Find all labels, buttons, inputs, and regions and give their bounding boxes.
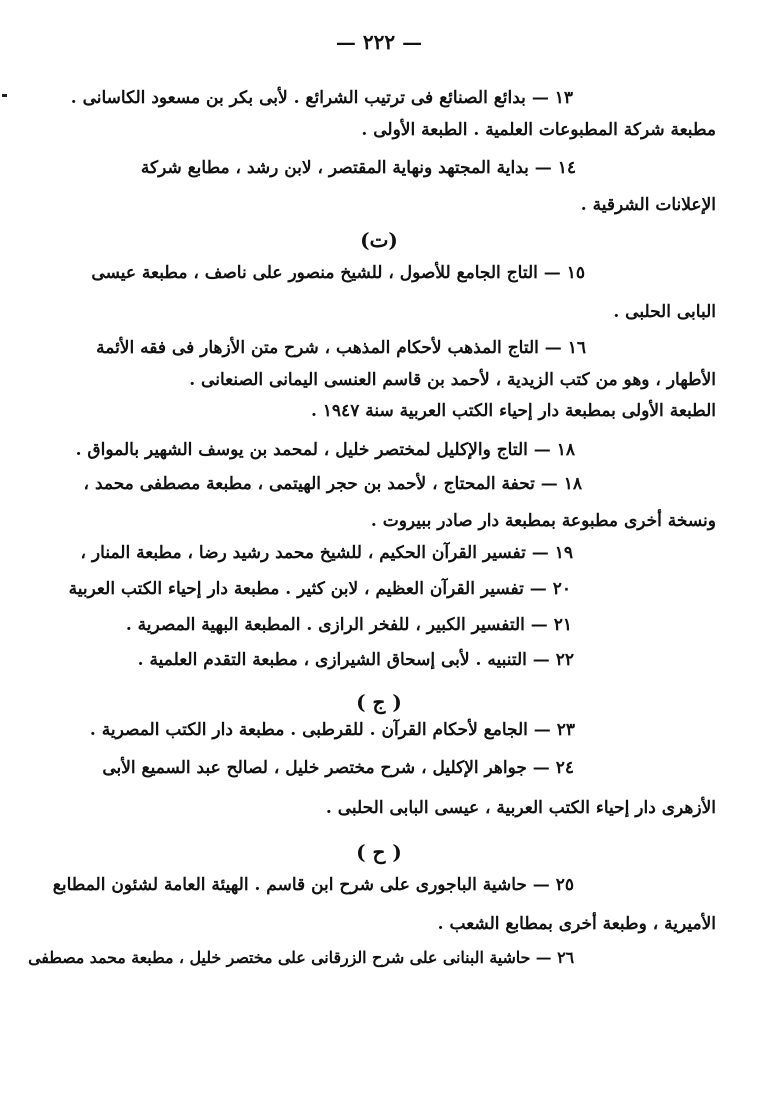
entry-13-line-2: مطبعة شركة المطبوعات العلمية . الطبعة الأولى . — [361, 120, 716, 140]
entry-15-line-1: ١٥ — التاج الجامع للأصول ، للشيخ منصور على ناصف ، مطبعة عيسى — [91, 263, 585, 283]
entry-19-line-1: ١٩ — تفسير القرآن الحكيم ، للشيخ محمد رشيد رضا ، مطبعة المنار ، — [80, 543, 573, 563]
entry-16-line-2: الأطهار ، وهو من كتب الزيدية ، لأحمد بن قاسم العنسى اليمانى الصنعانى . — [189, 370, 716, 390]
entry-18b-line-1: ١٨ — تحفة المحتاج ، لأحمد بن حجر الهيتمى ، مطبعة مصطفى محمد ، — [83, 474, 582, 494]
entry-16-line-1: ١٦ — التاج المذهب لأحكام المذهب ، شرح متن الأزهار فى فقه الأئمة — [96, 338, 586, 358]
entry-20-line-1: ٢٠ — تفسير القرآن العظيم ، لابن كثير . مطبعة دار إحياء الكتب العربية — [68, 579, 571, 599]
entry-22-line-1: ٢٢ — التنبيه . لأبى إسحاق الشيرازى ، مطبعة التقدم العلمية . — [137, 650, 574, 670]
entry-25-line-2: الأميرية ، وطبعة أخرى بمطابع الشعب . — [437, 914, 716, 934]
entry-16-line-3: الطبعة الأولى بمطبعة دار إحياء الكتب العربية سنة ١٩٤٧ . — [310, 401, 716, 421]
entry-18b-line-2: ونسخة أخرى مطبوعة بمطبعة دار صادر ببيروت . — [370, 511, 716, 531]
entry-26-line-1: ٢٦ — حاشية البنانى على شرح الزرقانى على مختصر خليل ، مطبعة محمد مصطفى — [28, 948, 574, 967]
entry-15-line-2: البابى الحلبى . — [613, 302, 716, 322]
entry-23-line-1: ٢٣ — الجامع لأحكام القرآن . للقرطبى . مطبعة دار الكتب المصرية . — [89, 720, 575, 740]
entry-14-line-1: ١٤ — بداية المجتهد ونهاية المقتصر ، لابن رشد ، مطابع شركة — [140, 158, 576, 178]
entry-24-line-2: الأزهرى دار إحياء الكتب العربية ، عيسى البابى الحلبى . — [325, 798, 716, 818]
entry-14-line-2: الإعلانات الشرقية . — [580, 195, 716, 215]
page-number: — ٢٢٢ — — [335, 30, 423, 54]
entry-24-line-1: ٢٤ — جواهر الإكليل ، شرح مختصر خليل ، لصالح عبد السميع الأبى — [102, 758, 574, 778]
entry-25-line-1: ٢٥ — حاشية الباجورى على شرح ابن قاسم . الهيئة العامة لشئون المطابع — [52, 875, 574, 895]
entry-13-line-1: ١٣ — بدائع الصنائع فى ترتيب الشرائع . لأبى بكر بن مسعود الكاسانى . — [70, 88, 573, 108]
section-heading-ha: ( ح ) — [356, 840, 402, 864]
entry-18a-line-1: ١٨ — التاج والإكليل لمختصر خليل ، لمحمد بن يوسف الشهير بالمواق . — [75, 440, 575, 460]
margin-mark — [2, 94, 7, 97]
entry-21-line-1: ٢١ — التفسير الكبير ، للفخر الرازى . المطبعة البهية المصرية . — [125, 615, 572, 635]
section-heading-ta: (ت) — [360, 228, 398, 252]
section-heading-jim: ( ج ) — [356, 690, 402, 714]
